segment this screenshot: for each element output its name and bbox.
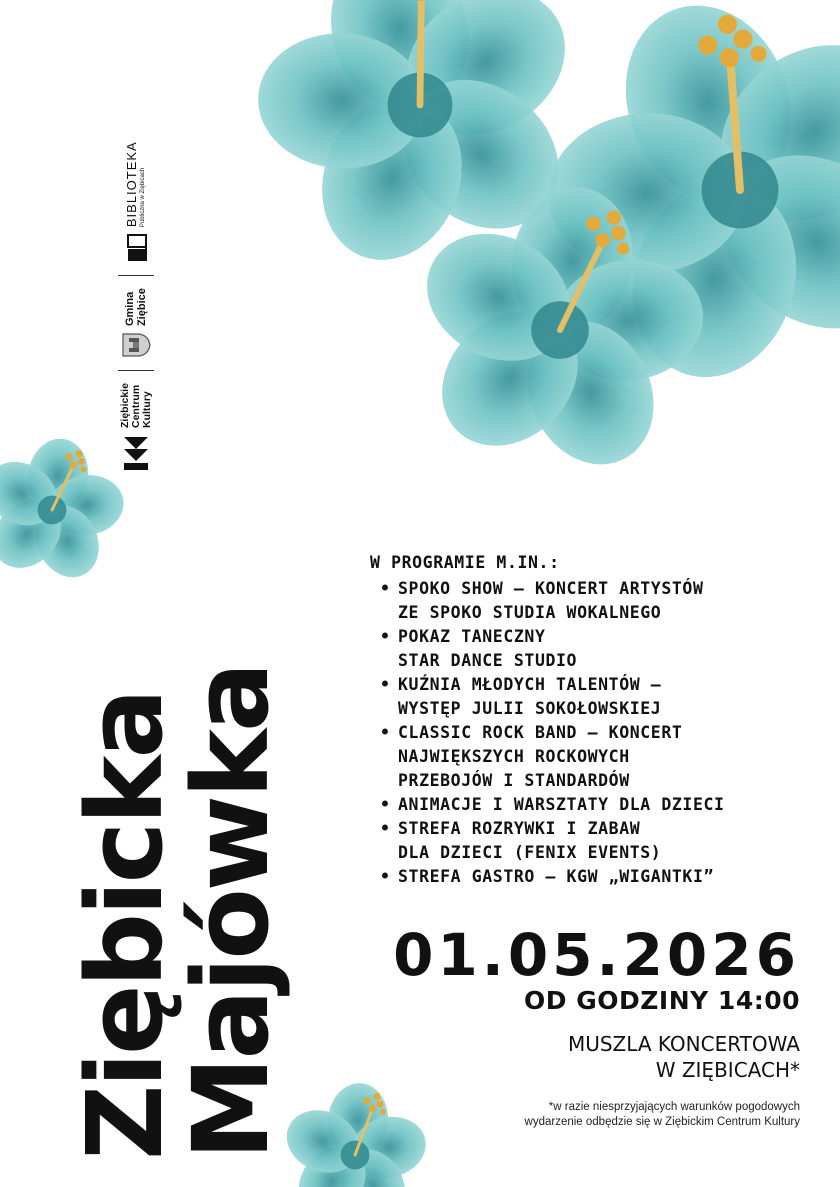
bullet-icon: • — [380, 867, 391, 886]
book-icon — [124, 233, 148, 263]
event-time: OD GODZINY 14:00 — [524, 986, 800, 1015]
program-item — [370, 817, 725, 865]
program-item-line: STREFA ROZRYWKI I ZABAW — [398, 819, 641, 838]
biblioteka-logo — [124, 141, 148, 263]
program-item-line: STREFA GASTRO – KGW „WIGANTKI” — [398, 867, 715, 886]
logo-divider — [118, 275, 154, 276]
program-list — [370, 577, 725, 889]
program-item-line: DLA DZIECI (FENIX EVENTS) — [398, 843, 662, 862]
footnote-line-1: *w razie niesprzyjających warunków pogodowych — [548, 1101, 800, 1113]
program-item-line: CLASSIC ROCK BAND – KONCERT — [398, 723, 683, 742]
gmina-logo — [121, 288, 151, 358]
zck-line-2: Centrum — [129, 384, 142, 428]
flower-bottom — [271, 1076, 439, 1187]
program-item-line: NAJWIĘKSZYCH ROCKOWYCH — [398, 747, 630, 766]
zck-line-1: Ziębickie — [118, 383, 131, 428]
event-venue — [568, 1031, 800, 1083]
sponsor-logos — [118, 141, 154, 470]
program-item — [370, 673, 725, 721]
program-item-line: PRZEBOJÓW I STANDARDÓW — [398, 771, 630, 790]
program-item — [370, 793, 725, 817]
zck-mark-icon — [122, 434, 150, 470]
program-item-line: WYSTĘP JULII SOKOŁOWSKIEJ — [398, 699, 662, 718]
bullet-icon: • — [380, 723, 391, 742]
footnote-line-2: wydarzenie odbędzie się w Ziębickim Centrum Kultury — [524, 1116, 800, 1128]
bullet-icon: • — [380, 795, 391, 814]
gmina-line-1: Gmina — [124, 291, 136, 327]
gmina-line-2: Ziębice — [136, 288, 148, 327]
zck-logo — [120, 383, 153, 470]
title-line-1: Ziębicka — [64, 691, 186, 1160]
venue-line-1: MUSZLA KONCERTOWA — [567, 1032, 800, 1056]
program-item — [370, 577, 725, 625]
biblioteka-title: BIBLIOTEKA — [124, 141, 139, 228]
venue-line-2: W ZIĘBICACH* — [655, 1058, 800, 1082]
program-item — [370, 721, 725, 793]
program-heading: W PROGRAMIE M.IN.: — [370, 553, 560, 572]
event-title — [64, 664, 292, 1160]
logo-divider — [118, 370, 154, 371]
program-item-line: ZE SPOKO STUDIA WOKALNEGO — [398, 603, 662, 622]
program-section — [370, 551, 725, 889]
program-item-line: STAR DANCE STUDIO — [398, 651, 578, 670]
bullet-icon: • — [380, 579, 391, 598]
event-date: 01.05.2026 — [393, 921, 800, 989]
program-item-line: SPOKO SHOW – KONCERT ARTYSTÓW — [398, 579, 704, 598]
program-item-line: POKAZ TANECZNY — [398, 627, 546, 646]
program-item — [370, 625, 725, 673]
bullet-icon: • — [380, 819, 391, 838]
zck-line-3: Kultury — [140, 391, 153, 428]
bullet-icon: • — [380, 627, 391, 646]
title-line-2: Majówka — [170, 664, 292, 1160]
program-item-line: KUŹNIA MŁODYCH TALENTÓW – — [398, 675, 662, 694]
crest-icon — [121, 332, 151, 358]
biblioteka-subtitle: Publiczna w Ziębicach — [140, 167, 146, 228]
bullet-icon: • — [380, 675, 391, 694]
program-item — [370, 865, 725, 889]
program-item-line: ANIMACJE I WARSZTATY DLA DZIECI — [398, 795, 725, 814]
weather-footnote — [525, 1100, 800, 1130]
